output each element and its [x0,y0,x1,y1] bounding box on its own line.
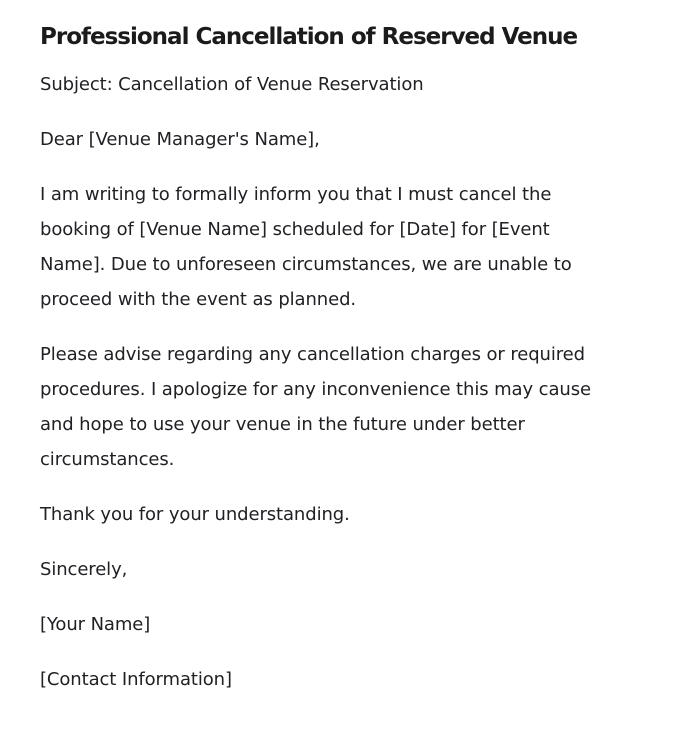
body-paragraph-2 [40,337,660,477]
letter-line: procedures. I apologize for any inconvenience this may cause [40,379,591,400]
salutation: Dear [Venue Manager's Name], [40,129,320,150]
letter-line: I am writing to formally inform you that I must cancel the [40,184,552,205]
letter-line: circumstances. [40,449,175,470]
body-paragraph-1 [40,177,660,317]
letter-line: Please advise regarding any cancellation charges or required [40,344,585,365]
signature-contact: [Contact Information] [40,669,232,690]
letter-line: booking of [Venue Name] scheduled for [Date] for [Event [40,219,550,240]
sign-off: Sincerely, [40,559,128,580]
subject-line: Subject: Cancellation of Venue Reservation [40,74,424,95]
letter-line: and hope to use your venue in the future under better [40,414,525,435]
signature-name: [Your Name] [40,614,151,635]
letter-line: proceed with the event as planned. [40,289,357,310]
closing-thanks: Thank you for your understanding. [40,504,350,525]
letter-line: Name]. Due to unforeseen circumstances, we are unable to [40,254,572,275]
page-title: Professional Cancellation of Reserved Venue [40,24,578,50]
